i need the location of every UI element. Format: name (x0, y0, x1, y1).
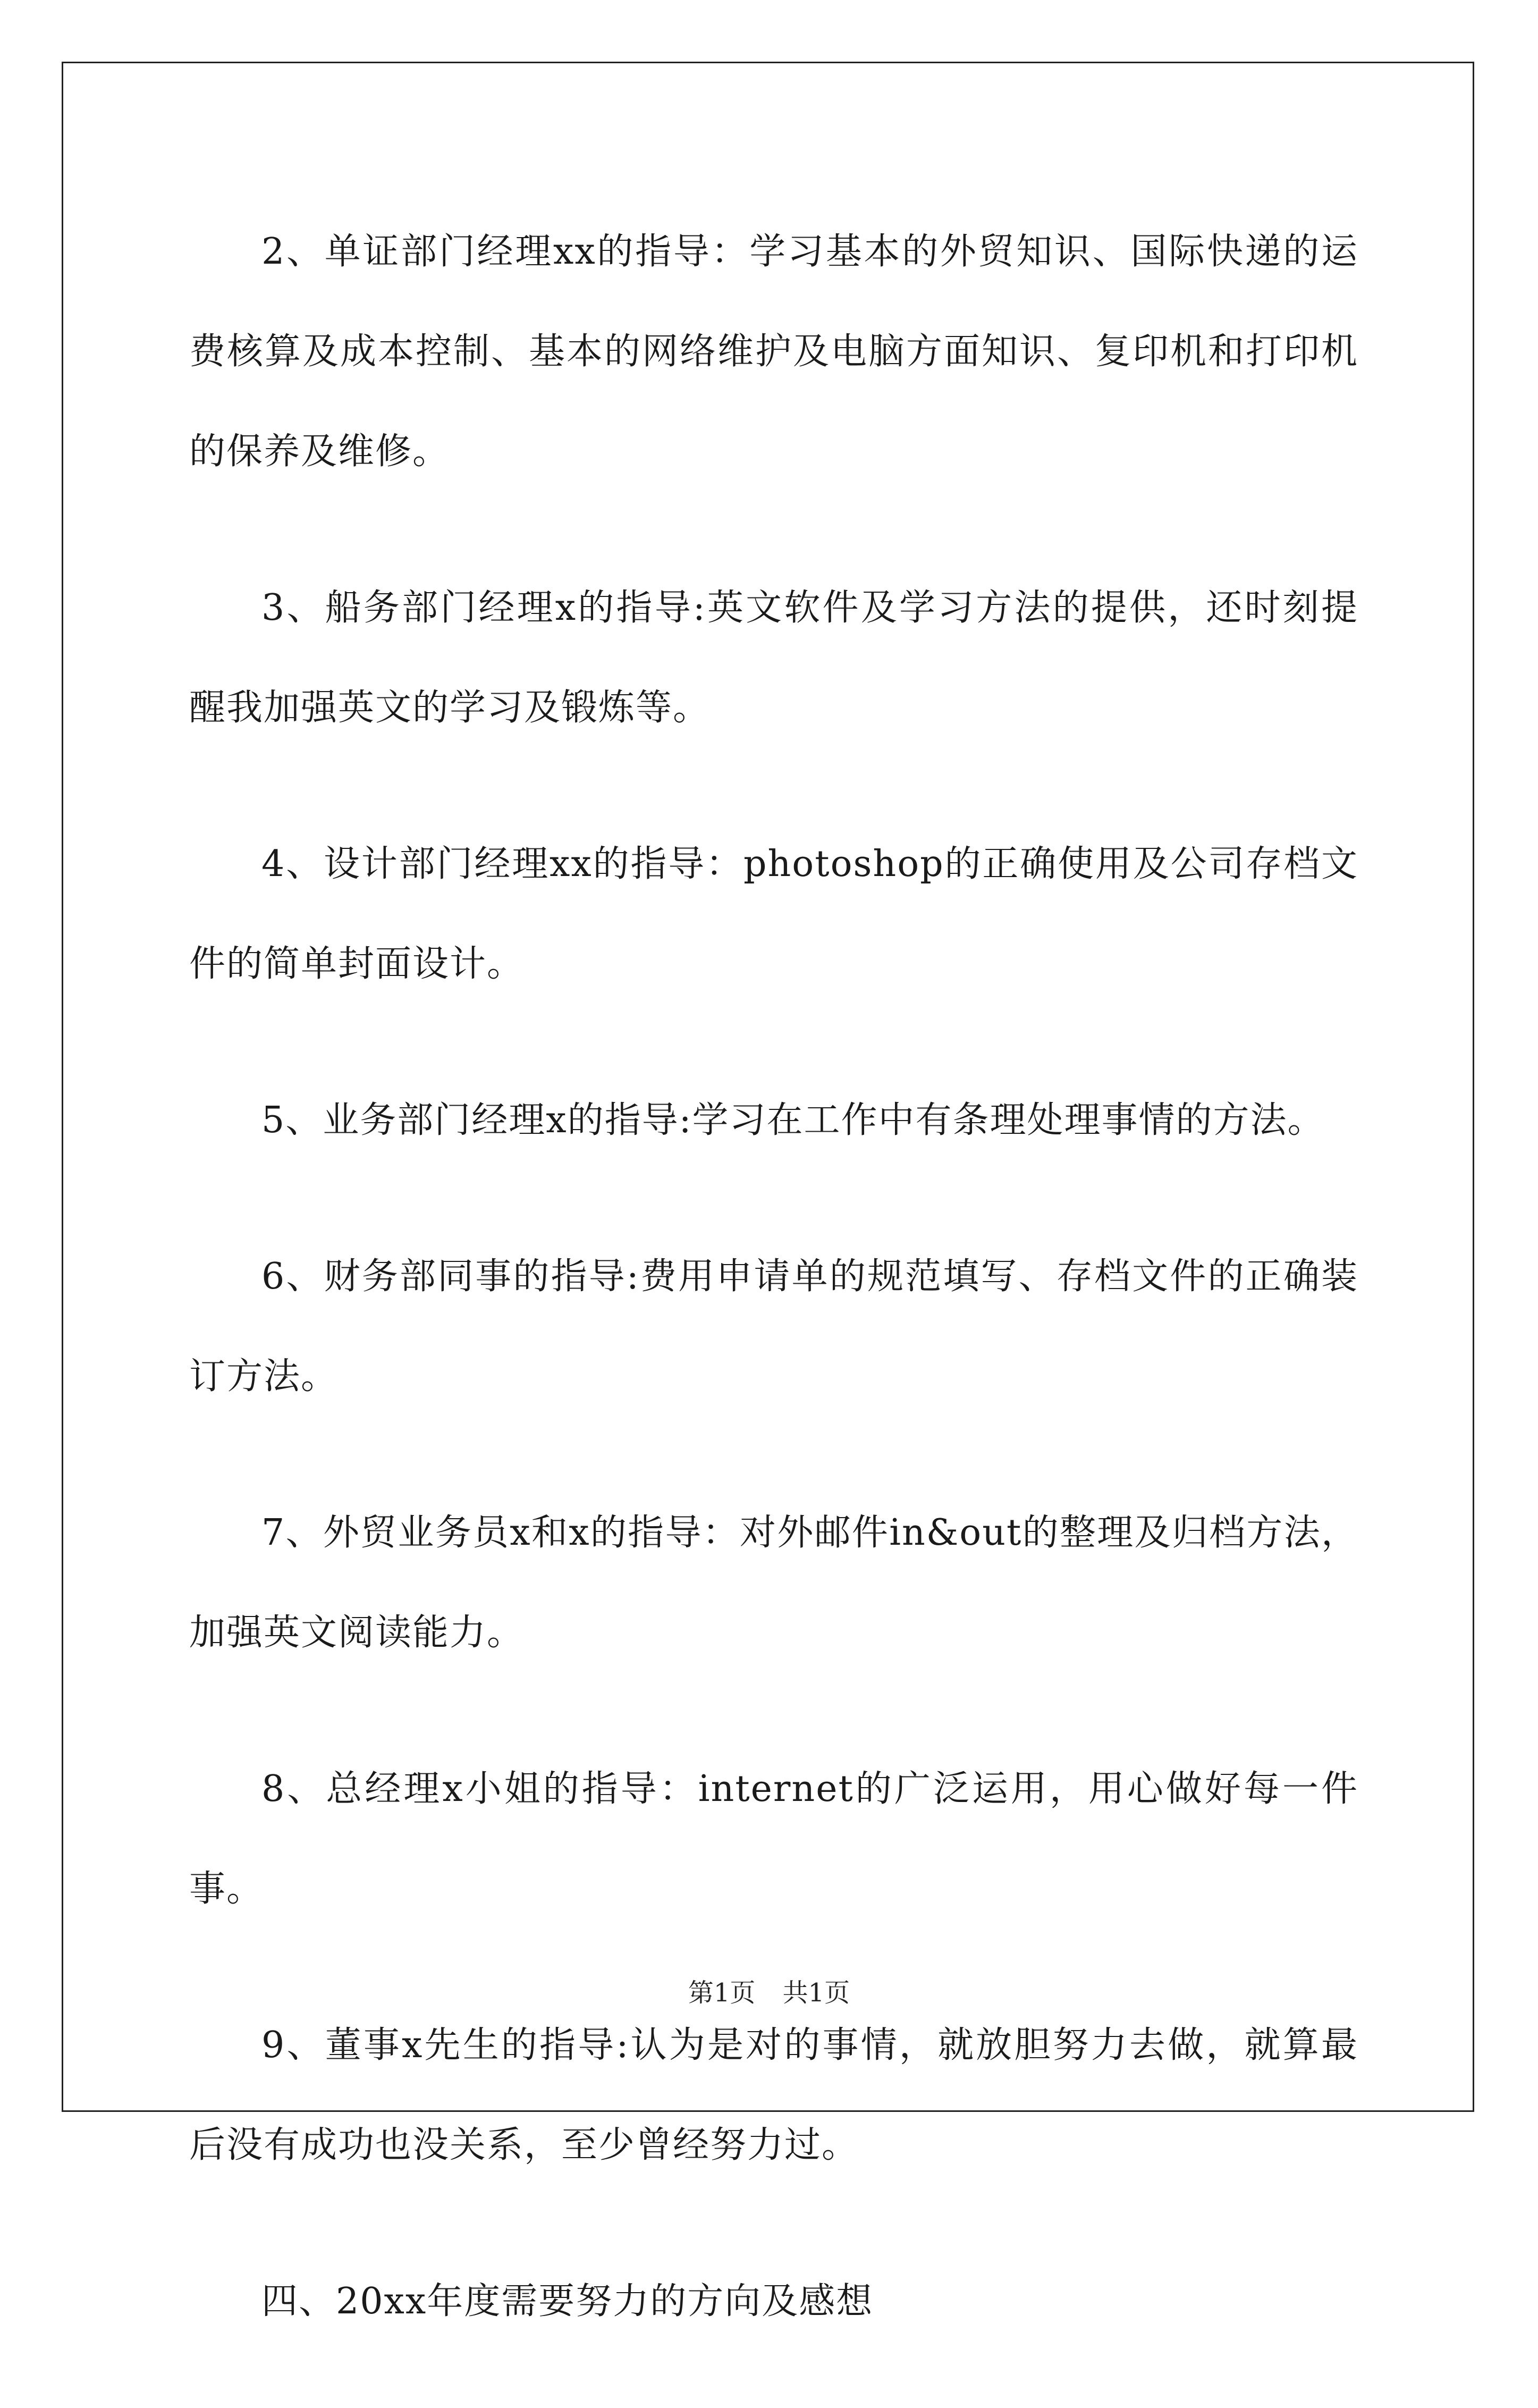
paragraph-item-6: 6、财务部同事的指导:费用申请单的规范填写、存档文件的正确装订方法。 (189, 1256, 1358, 1397)
page-total: 共1页 (782, 1978, 850, 2008)
paragraph-item-3: 3、船务部门经理x的指导:英文软件及学习方法的提供，还时刻提醒我加强英文的学习及锻炼等。 (189, 587, 1358, 729)
paragraph-item-2: 2、单证部门经理xx的指导：学习基本的外贸知识、国际快递的运费核算及成本控制、基本的网络维护及电脑方面知识、复印机和打印机的保养及维修。 (189, 231, 1358, 473)
paragraph-item-7: 7、外贸业务员x和x的指导：对外邮件in&out的整理及归档方法，加强英文阅读能力。 (189, 1512, 1358, 1654)
paragraph-item-4: 4、设计部门经理xx的指导：photoshop的正确使用及公司存档文件的简单封面设计。 (189, 843, 1358, 985)
section-heading: 四、20xx年度需要努力的方向及感想 (261, 2280, 874, 2322)
document-body (189, 202, 1358, 2408)
page-footer (0, 1972, 1538, 2009)
paragraph-item-8: 8、总经理x小姐的指导：internet的广泛运用，用心做好每一件事。 (189, 1768, 1358, 1910)
paragraph-item-9: 9、董事x先生的指导:认为是对的事情，就放胆努力去做，就算最后没有成功也没关系，至少曾经努力过。 (189, 2024, 1358, 2166)
paragraph-item-5: 5、业务部门经理x的指导:学习在工作中有条理处理事情的方法。 (261, 1099, 1325, 1141)
page-number: 第1页 (688, 1978, 756, 2008)
